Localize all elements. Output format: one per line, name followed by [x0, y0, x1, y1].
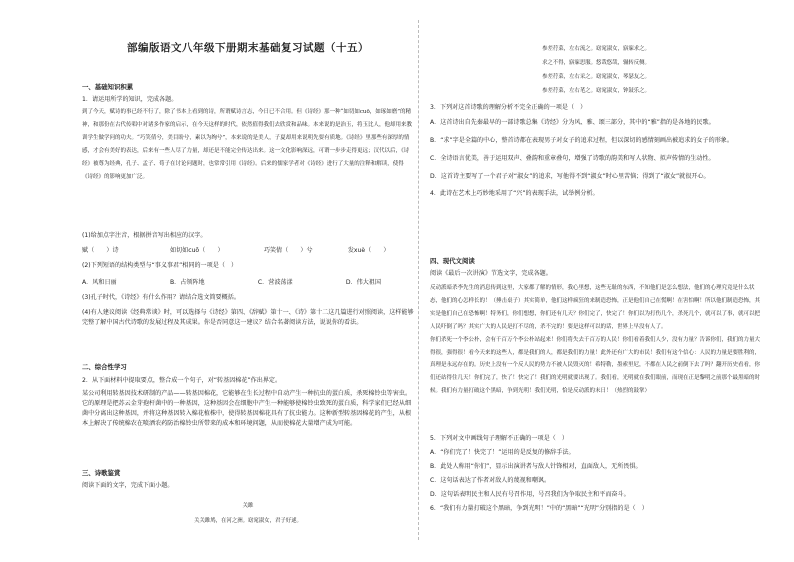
poem-line: 关关雎鸠，在河之洲。窈窕淑女，君子好逑。 [194, 518, 302, 524]
pinyin-item: 巧笑倩（ ）兮 [263, 247, 313, 254]
option-d: D．伟大祖国 [345, 279, 381, 286]
pinyin-item: 赋（ ）诗 [82, 247, 119, 254]
poem-line: 求之不得，寤寐思服。悠哉悠哉，辗转反侧。 [542, 60, 650, 66]
subquestion-1-4: (4)有人建议阅读《经典常谈》时，可以选择与《诗经》第四、《辞赋》第十一、《诗》第十二这几篇进行对照阅读，这样能够完整了解中国古代诗歌的发展过程及其成果。你是否同意这一建议？结合名著阅读方法，说说你的看法。 [82, 309, 414, 326]
pinyin-item: 如切如cuō（ ） [169, 247, 224, 254]
subquestion-1-2: (2)下列短语的结构类型与“事义事君”相同的一项是（ ） [82, 262, 238, 269]
column-divider [418, 20, 419, 540]
question-5-option-d: D．这句话表明民主和人民有号召作用，号召我们为争取民主和平而奋斗。 [430, 491, 630, 498]
subquestion-1-3: (3)孔子时代，《诗经》有什么作用？请结合选文简要概括。 [82, 294, 240, 301]
left-column [78, 0, 418, 562]
question-5: 5．下列对文中画线句子理解不正确的一项是（ ） [430, 435, 568, 442]
poem-line: 参差荇菜，左右采之。窈窕淑女，琴瑟友之。 [542, 74, 650, 80]
question-2-prompt: 2．从下面材料中提取要点，整合成一个句子，对“转基因棉花”作出界定。 [82, 377, 282, 384]
question-3-option-d: D．这首诗主要写了一个君子对“淑女”的追求，写他得不到“淑女”时心里苦恼；得到了“淑女”就很开心。 [430, 173, 710, 180]
question-5-option-c: C．这句话表达了作者对敌人的蔑视和嘲讽。 [430, 477, 551, 484]
pinyin-row [82, 245, 390, 254]
question-5-option-a: A．“你们完了！快完了！”运用的是反复的修辞手法。 [430, 449, 575, 456]
subquestion-1-1: (1)给加点字注音，根据拼音写出相应的汉字。 [82, 232, 207, 239]
question-5-option-b: B．此处人称用“你们”，显示出演讲者与敌人针锋相对，直面敌人，无所畏惧。 [430, 463, 642, 470]
section-heading-basics: 一、基础知识积累 [82, 83, 134, 91]
option-a: A．风和日丽 [82, 279, 117, 286]
section-heading-poetry: 三、诗歌鉴赏 [82, 469, 121, 477]
option-c: C．营波荡漾 [257, 279, 293, 286]
section-heading-modern-reading: 四、现代文阅读 [430, 257, 475, 265]
question-6: 6．“我们有力量打破这个黑暗，争到光明！”中的“黑暗”“光明”分别指的是（ ） [430, 505, 648, 512]
poem-line: 参差荇菜，左右流之。窈窕淑女，寤寐求之。 [542, 46, 650, 52]
reading-passage: 反动派暗杀李先生的消息传到这里，大家都了解的情形，我心里想，这些无耻的东西，不知他们是怎么想法，他们的心理究竟是什么状态，他们的心怎样长的！（捶击桌子）其实简单，他们这样疯狂的来制造恐怖，正是他们自己在慌啊！在害怕啊！所以他们制造恐怖，其实是他们自己在恐怖啊！特务们，你们想想，你们还有几天？你们完了，快完了！你们以为打伤几个，杀死几个，就可以了事，就可以把人民吓倒了吗？其实广大的人民是打不尽的，杀不完的！要是这样可以的话，世界上早没有人了。 你们杀死一个李公朴，会有千百万个李公朴站起来！你们将失去千百万的人民！你们看着我们人少，没有力量？告诉你们，我们的力量大得很，强得很！看今天来的这些人，都是我们的人，都是我们的力量！此外还有广大的市民！我们有这个信心：人民的力量是要胜利的，真理是永远存在的。历史上没有一个反人民的势力不被人民毁灭的！希特勒，墨索里尼，不都在人民之前倒下去了吗？翻开历史看看，你们还站得住几天！你们完了，快了！快完了！我们的光明就要出现了。我们看，光明就在我们眼前，而现在正是黎明之前那个最黑暗的时候。我们有力量打破这个黑暗，争到光明！我们光明，恰是反动派的末日！（热烈的鼓掌） [430, 285, 761, 395]
reading-prompt: 阅读《最后一次讲演》节选文字，完成各题。 [430, 270, 552, 277]
poem-line: 参差荇菜，左右芼之。窈窕淑女，钟鼓乐之。 [542, 88, 650, 94]
pinyin-item: 发xuè（ ） [347, 247, 390, 254]
question-4: 4．此诗在艺术上巧妙地采用了“兴”的表现手法，试举例分析。 [430, 190, 599, 197]
poetry-prompt: 阅读下面的文字，完成下面小题。 [82, 482, 174, 489]
option-b: B．占领阵地 [169, 279, 205, 286]
question-3-option-b: B．“求”字是全篇的中心，整首诗都在表现男子对女子的追求过程，但以深切的感情刻画出被追求的女子的形象。 [430, 137, 733, 144]
question-3-option-c: C．全诗语言优美，善于运用双声、叠韵和重章叠句，增强了诗歌的韵美和写人状物、拟声传情的生动性。 [430, 155, 715, 162]
question-3-option-a: A．这首诗出自先秦最早的一部诗歌总集《诗经》分为风、雅、颂三部分，其中的“雅”指的是各地的民歌。 [430, 119, 715, 126]
section-heading-comprehensive: 二、综合性学习 [82, 363, 127, 371]
poem-title: 关雎 [242, 503, 254, 509]
right-column [426, 0, 766, 562]
question-3: 3．下列对这首诗歌的理解分析不完全正确的一项是（ ） [430, 104, 587, 111]
question-1-prompt: 1．请运用所学的知识，完成各题。 [82, 96, 178, 103]
options-row [82, 277, 381, 286]
question-1-passage: 到了今天，赋诗的事已经不行了，除了书本上看到的诗，所谓赋诗言志，今日已不合用。但《诗经》那一种“如切如cuō，如琢如磨”的精神，和那份在古代传唱中对诸多作家的启示，在今天这样的时代，依然值得我们去欣赏和品味。本来说的是治玉，将玉比人，他却用来教训学生做学问的功夫。“巧笑倩兮，美目盼兮，素以为绚兮”，本来说的是美人，子夏却用来说明先要有质地。《诗经》里那些有深厚的情感，才会有美好的表达，后来有一些人尽了力量，却还是不能完全传达出来。这一文化影响深远，可谓一步步走得更远；汉代以后，《诗经》被尊为经典，孔子、孟子、荀子在讨论问题时，也常常引用《诗经》。后来的儒家学者对《诗经》进行了大量的注释和解读，使得《诗经》的影响更加广泛。 [82, 109, 413, 180]
page-title: 部编版语文八年级下册期末基础复习试题（十五） [127, 42, 369, 54]
question-2-material: 某公司利用转基因技术研制的产品——转基因棉花，它能够在生长过程中自动产生一种抗虫的蛋白质，杀死棉铃虫等害虫。它的原理是把苏云金芽孢杆菌中的一种基因，这种基因会在细胞中产生一种能够使棉铃虫致死的蛋白质，科学家们已经从细菌中分离出这种基因，并将这种基因转入棉花植株中，使得转基因棉花具有了抗虫能力。这种新型转基因棉花的产生，从根本上解决了传统棉农在喷洒农药防治棉铃虫所带来的成本和环境问题，从而使棉花大量增产成为可能。 [82, 390, 412, 427]
